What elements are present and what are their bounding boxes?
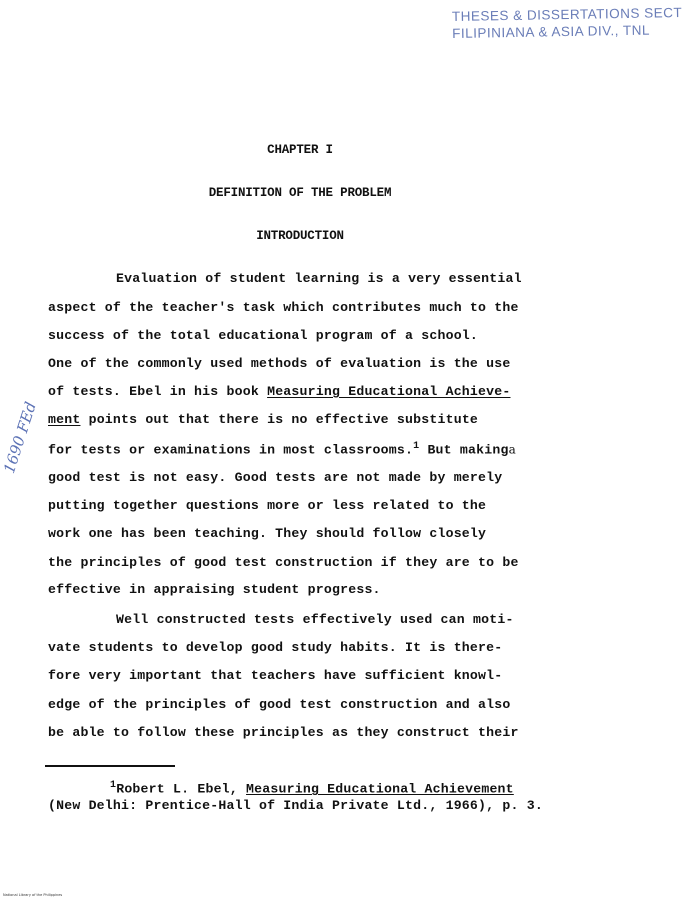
text-segment: But making [419, 442, 509, 458]
text-line: edge of the principles of good test construction and also [48, 697, 511, 712]
inserted-letter: a [508, 442, 516, 457]
text-line: effective in appraising student progress. [48, 582, 381, 597]
stamp-line-1: THESES & DISSERTATIONS SECT [451, 4, 683, 25]
footnote-line [110, 780, 514, 796]
footnote-number: 1 [110, 780, 117, 791]
text-line: aspect of the teacher's task which contributes much to the [48, 300, 519, 315]
text-line: putting together questions more or less related to the [48, 498, 487, 513]
text-segment: points out that there is no effective substitute [80, 412, 479, 427]
stamp-line-2: FILIPINIANA & ASIA DIV., TNL [452, 22, 651, 42]
text-line: vate students to develop good study habits. It is there- [48, 640, 503, 655]
text-line [48, 384, 511, 399]
text-line: Well constructed tests effectively used can moti- [116, 612, 514, 627]
chapter-heading: CHAPTER I [267, 143, 333, 157]
footnote-book-title: Measuring Educational Achievement [246, 781, 514, 797]
footnote-author: Robert L. Ebel, [116, 781, 247, 797]
text-line: One of the commonly used methods of evaluation is the use [48, 356, 511, 371]
definition-heading: DEFINITION OF THE PROBLEM [208, 186, 392, 200]
text-segment: for tests or examinations in most classrooms. [48, 442, 414, 458]
footnote-ref: 1 [413, 441, 420, 452]
text-line: be able to follow these principles as they construct their [48, 725, 519, 740]
handwritten-annotation: 1690 FEd [0, 399, 40, 476]
text-line: success of the total educational program of a school. [48, 328, 479, 343]
text-line: Evaluation of student learning is a very essential [116, 271, 522, 286]
text-line [48, 441, 516, 457]
introduction-heading: INTRODUCTION [256, 229, 344, 243]
text-line [48, 412, 478, 427]
footer-note: National Library of the Philippines [3, 893, 63, 897]
text-line: fore very important that teachers have sufficient knowl- [48, 668, 503, 683]
text-line: good test is not easy. Good tests are not made by merely [48, 470, 503, 485]
library-stamp [452, 4, 683, 42]
footnote-line: (New Delhi: Prentice-Hall of India Private Ltd., 1966), p. 3. [48, 798, 543, 813]
book-title-continued: ment [48, 412, 81, 427]
footnote-divider [45, 765, 175, 767]
text-segment: of tests. Ebel in his book [48, 384, 268, 399]
text-line: the principles of good test construction if they are to be [48, 555, 519, 570]
book-title: Measuring Educational Achieve- [267, 384, 511, 399]
text-line: work one has been teaching. They should follow closely [48, 526, 487, 541]
